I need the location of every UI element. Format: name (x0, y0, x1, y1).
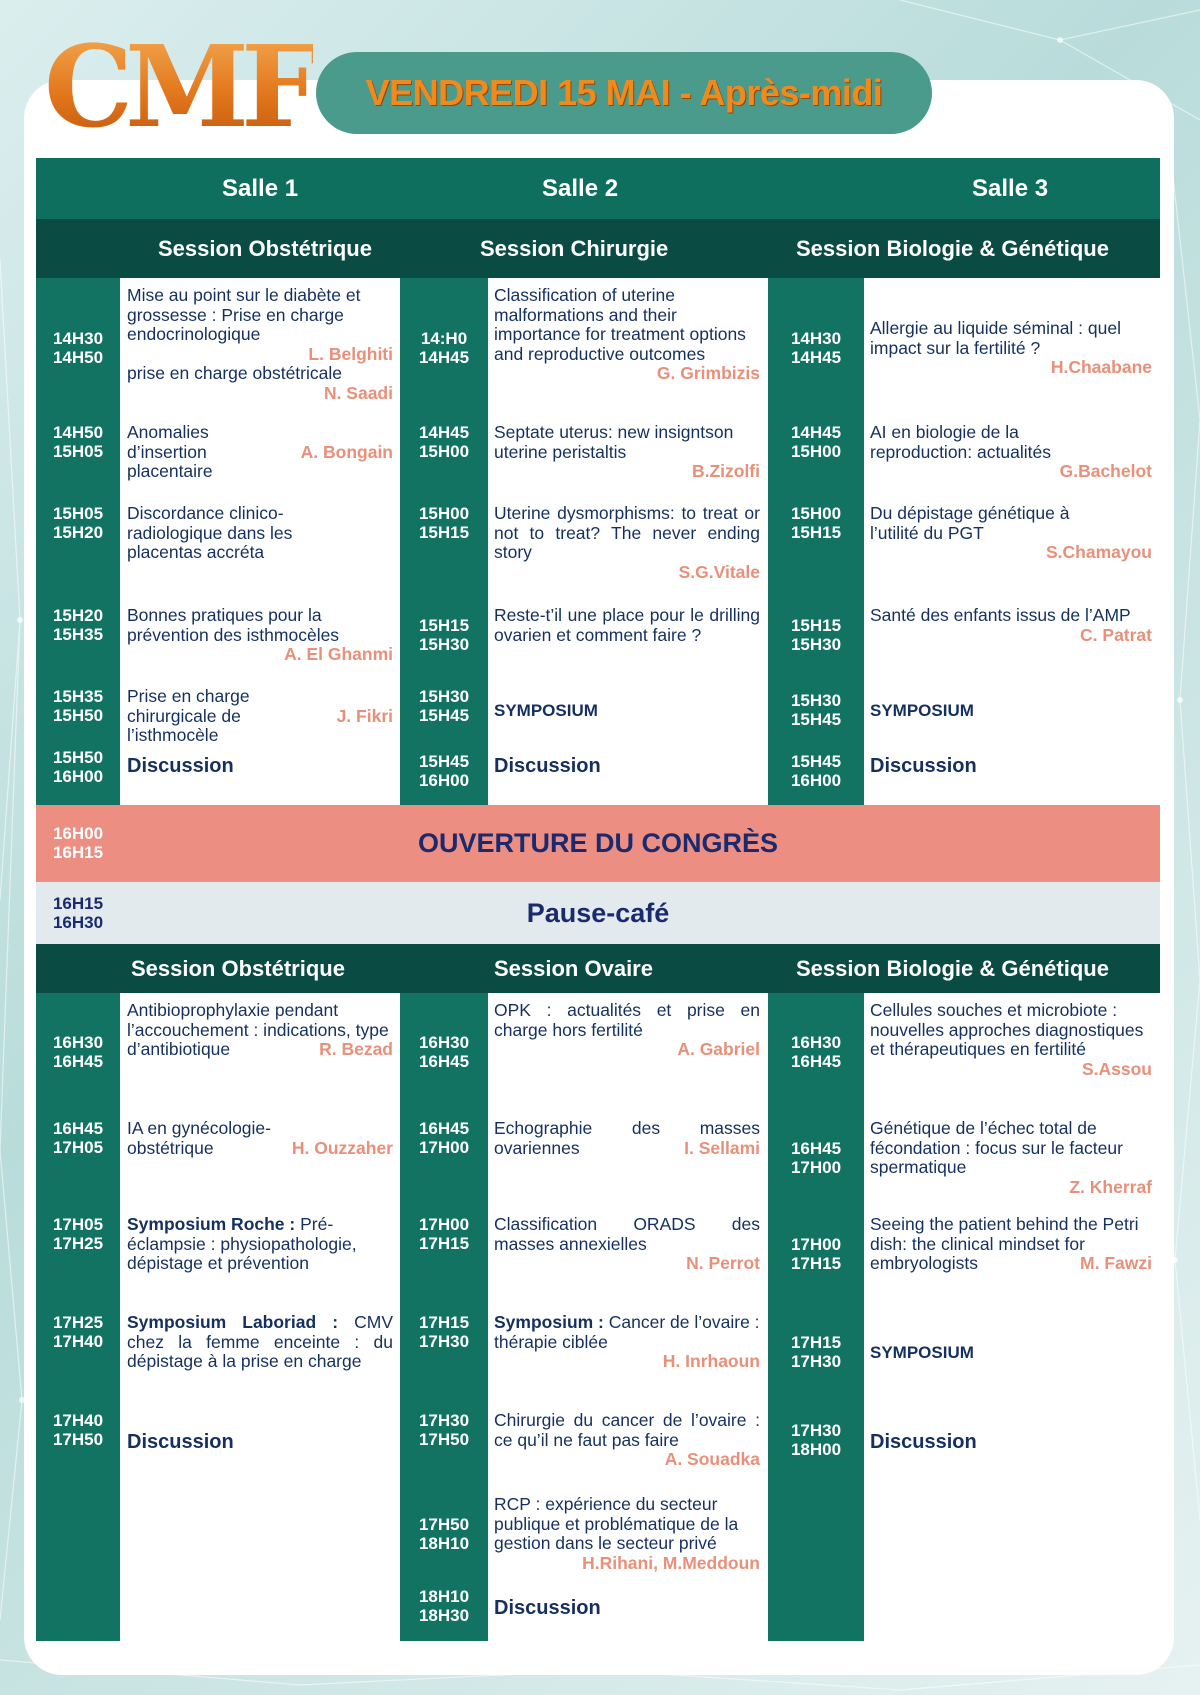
time-slot: 14H50 15H05 (52, 423, 104, 461)
session-header-row-1 (36, 219, 1160, 278)
time-slot: 16H45 17H00 (790, 1139, 842, 1177)
time-slot: 18H10 18H30 (418, 1587, 470, 1625)
talk-entry: Bonnes pratiques pour la prévention des isthmocèles A. El Ghanmi (127, 605, 393, 664)
time-slot: 16H30 16H45 (790, 1033, 842, 1071)
time-slot: 15H35 15H50 (52, 687, 104, 725)
discussion-label: Discussion (870, 1431, 977, 1453)
cmf-logo: CMF (44, 18, 294, 158)
time-slot: 16H45 17H00 (418, 1119, 470, 1157)
afternoon-block-2 (36, 993, 1160, 1641)
time-slot: 15H15 15H30 (418, 616, 470, 654)
talk-entry: Allergie au liquide séminal : quel impact sur la fertilité ? H.Chaabane (870, 318, 1152, 377)
talk-entry: Uterine dysmorphisms: to treat or not to treat? The never ending story S.G.Vitale (494, 503, 760, 582)
time-slot: 17H40 17H50 (52, 1411, 104, 1449)
talk-entry: Echographie des masses ovariennes I. Sellami (494, 1118, 760, 1158)
time-slot: 14H30 14H45 (790, 329, 842, 367)
time-slot: 14H45 15H00 (418, 423, 470, 461)
time-slot: 17H30 17H50 (418, 1411, 470, 1449)
talk-entry: Santé des enfants issus de l’AMP C. Patrat (870, 605, 1152, 645)
time-slot: 16H00 16H15 (52, 824, 104, 862)
symposium-label: SYMPOSIUM (870, 1343, 974, 1362)
salle-1-label: Salle 1 (222, 175, 299, 202)
time-slot: 17H15 17H30 (790, 1333, 842, 1371)
session-label: Session Obstétrique (131, 956, 345, 981)
talk-entry: Génétique de l’échec total de fécondation : focus sur le facteur spermatique Z. Kherraf (870, 1118, 1152, 1197)
talk-entry: Mise au point sur le diabète et grossesse : Prise en charge endocrinologique L. Belghiti prise en charge obstétricale N. Saadi (127, 285, 393, 403)
time-slot: 14H45 15H00 (790, 423, 842, 461)
talk-entry: Du dépistage génétique à l’utilité du PGT S.Chamayou (870, 503, 1152, 562)
time-slot: 16H30 16H45 (52, 1033, 104, 1071)
time-slot: 17H50 18H10 (418, 1515, 470, 1553)
time-slot: 15H00 15H15 (418, 504, 470, 542)
talk-entry: RCP : expérience du secteur publique et problématique de la gestion dans le secteur privé H.Rihani, M.Meddoun (494, 1494, 760, 1573)
talk-entry: IA en gynécologie-obstétrique H. Ouzzaher (127, 1118, 393, 1158)
talk-entry: Symposium Laboriad : CMV chez la femme enceinte : du dépistage à la prise en charge (127, 1312, 393, 1371)
time-slot: 17H30 18H00 (790, 1421, 842, 1459)
discussion-label: Discussion (127, 755, 234, 777)
talk-entry: Anomalies d’insertion placentaire A. Bongain (127, 422, 393, 481)
session-label: Session Chirurgie (480, 236, 669, 261)
session-label: Session Obstétrique (158, 236, 372, 261)
talk-entry: Antibioprophylaxie pendant l’accouchement : indications, type d’antibiotique R. Bezad (127, 1000, 393, 1059)
salle-3-label: Salle 3 (972, 175, 1049, 202)
symposium-label: SYMPOSIUM (870, 701, 974, 720)
time-slot: 15H30 15H45 (790, 691, 842, 729)
time-slot: 17H00 17H15 (418, 1215, 470, 1253)
talk-entry: Cellules souches et microbiote : nouvelles approches diagnostiques et thérapeutiques en fertilité S.Assou (870, 1000, 1152, 1079)
pause-band (36, 882, 1160, 944)
talk-entry: Septate uterus: new insigntson uterine peristaltis B.Zizolfi (494, 422, 760, 481)
time-slot: 16H30 16H45 (418, 1033, 470, 1071)
symposium-label: SYMPOSIUM (494, 701, 598, 720)
time-slot: 15H50 16H00 (52, 748, 104, 786)
talk-entry: OPK : actualités et prise en charge hors fertilité A. Gabriel (494, 1000, 760, 1059)
time-slot: 15H20 15H35 (52, 606, 104, 644)
discussion-label: Discussion (127, 1431, 234, 1453)
talk-entry: Classification ORADS des masses annexielles N. Perrot (494, 1214, 760, 1273)
talk-entry: Chirurgie du cancer de l’ovaire : ce qu’il ne faut pas faire A. Souadka (494, 1410, 760, 1469)
talk-entry: Symposium Roche : Pré-éclampsie : physiopathologie, dépistage et prévention (127, 1214, 357, 1273)
talk-entry: Discordance clinico-radiologique dans les placentas accréta (127, 503, 293, 562)
discussion-label: Discussion (494, 1597, 601, 1619)
discussion-label: Discussion (870, 755, 977, 777)
time-slot: 15H05 15H20 (52, 504, 104, 542)
time-slot: 14H30 14H50 (52, 329, 104, 367)
time-slot: 15H00 15H15 (790, 504, 842, 542)
time-slot: 16H15 16H30 (52, 894, 104, 932)
opening-band (36, 805, 1160, 882)
time-slot: 17H00 17H15 (790, 1235, 842, 1273)
time-slot: 17H05 17H25 (52, 1215, 104, 1253)
talk-entry: Symposium : Cancer de l’ovaire : thérapie ciblée H. Inrhaoun (494, 1312, 760, 1371)
time-slot: 15H45 16H00 (418, 752, 470, 790)
pause-title: Pause-café (526, 898, 670, 928)
title-text: VENDREDI 15 MAI - Après-midi (365, 72, 883, 113)
page-title (316, 52, 932, 134)
time-slot: 15H45 16H00 (790, 752, 842, 790)
afternoon-block-1 (36, 278, 1160, 805)
talk-entry: AI en biologie de la reproduction: actualités G.Bachelot (870, 422, 1152, 481)
session-label: Session Biologie & Génétique (796, 956, 1109, 981)
discussion-label: Discussion (494, 755, 601, 777)
schedule-table (36, 158, 1160, 1641)
time-slot: 17H15 17H30 (418, 1313, 470, 1351)
salle-2-label: Salle 2 (542, 175, 619, 202)
talk-entry: Seeing the patient behind the Petri dish: the clinical mindset for embryologists M. Fawzi (870, 1214, 1152, 1273)
salle-header-row (36, 158, 1160, 219)
time-slot: 16H45 17H05 (52, 1119, 104, 1157)
time-slot: 15H30 15H45 (418, 687, 470, 725)
talk-entry: Prise en charge chirurgicale de l’isthmocèle J. Fikri (127, 686, 393, 745)
time-slot: 15H15 15H30 (790, 616, 842, 654)
talk-entry: Classification of uterine malformations and their importance for treatment options and reproductive outcomes G. Grimbizis (494, 285, 760, 383)
time-slot: 14:H0 14H45 (418, 329, 470, 367)
talk-entry: Reste-t’il une place pour le drilling ovarien et comment faire ? (494, 605, 760, 645)
time-slot: 17H25 17H40 (52, 1313, 104, 1351)
session-header-row-2 (36, 944, 1160, 993)
opening-title: OUVERTURE DU CONGRÈS (417, 828, 779, 858)
session-label: Session Biologie & Génétique (796, 236, 1109, 261)
session-label: Session Ovaire (494, 956, 653, 981)
